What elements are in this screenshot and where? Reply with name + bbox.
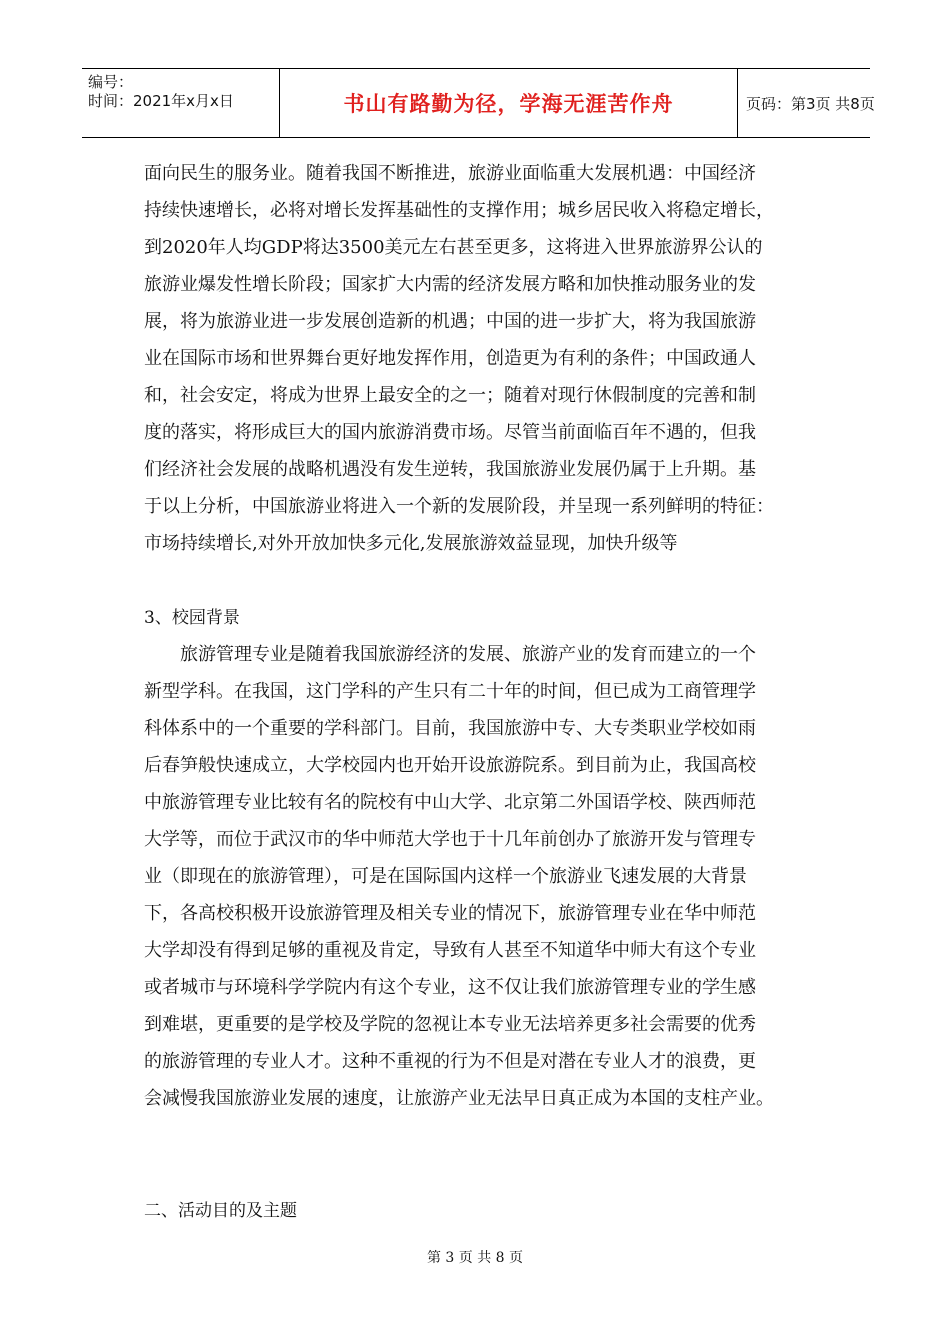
paragraph-campus-background [144, 636, 824, 1117]
text-line: 和，社会安定，将成为世界上最安全的之一；随着对现行休假制度的完善和制 [144, 385, 756, 406]
text-line: 大学却没有得到足够的重视及肯定，导致有人甚至不知道华中师大有这个专业 [144, 940, 756, 961]
section-heading-activity-purpose: 二、活动目的及主题 [144, 1201, 297, 1221]
text-line: 展，将为旅游业进一步发展创造新的机遇；中国的进一步扩大，将为我国旅游 [144, 311, 756, 332]
text-line: 的旅游管理的专业人才。这种不重视的行为不但是对潜在专业人才的浪费，更 [144, 1051, 756, 1072]
text-line: 旅游管理专业是随着我国旅游经济的发展、旅游产业的发育而建立的一个 [144, 644, 756, 665]
text-line: 大学等，而位于武汉市的华中师范大学也于十几年前创办了旅游开发与管理专 [144, 829, 756, 850]
text-line: 下，各高校积极开设旅游管理及相关专业的情况下，旅游管理专业在华中师范 [144, 903, 756, 924]
text-line: 市场持续增长,对外开放加快多元化,发展旅游效益显现，加快升级等 [144, 533, 678, 554]
header-motto-cell [280, 69, 738, 137]
text-line: 中旅游管理专业比较有名的院校有中山大学、北京第二外国语学校、陕西师范 [144, 792, 756, 813]
number-label: 编号： [88, 73, 134, 91]
text-line: 或者城市与环境科学学院内有这个专业，这不仅让我们旅游管理专业的学生感 [144, 977, 756, 998]
section-heading-campus-background: 3、校园背景 [144, 608, 240, 628]
text-line: 们经济社会发展的战略机遇没有发生逆转，我国旅游业发展仍属于上升期。基 [144, 459, 756, 480]
text-line: 于以上分析，中国旅游业将进入一个新的发展阶段，并呈现一系列鲜明的特征： [144, 496, 774, 517]
header-meta [82, 69, 280, 137]
text-line: 科体系中的一个重要的学科部门。目前，我国旅游中专、大专类职业学校如雨 [144, 718, 756, 739]
time-label: 时间：2021年x月x日 [88, 92, 234, 110]
text-line: 后春笋般快速成立，大学校园内也开始开设旅游院系。到目前为止，我国高校 [144, 755, 756, 776]
paragraph-development-outlook [144, 155, 824, 562]
header-motto: 书山有路勤为径，学海无涯苦作舟 [343, 92, 674, 116]
text-line: 业（即现在的旅游管理），可是在国际国内这样一个旅游业飞速发展的大背景 [144, 866, 747, 887]
text-line: 持续快速增长，必将对增长发挥基础性的支撑作用；城乡居民收入将稳定增长， [144, 200, 774, 221]
text-line: 面向民生的服务业。随着我国不断推进，旅游业面临重大发展机遇：中国经济 [144, 163, 756, 184]
text-line: 旅游业爆发性增长阶段；国家扩大内需的经济发展方略和加快推动服务业的发 [144, 274, 756, 295]
text-line: 到难堪，更重要的是学校及学院的忽视让本专业无法培养更多社会需要的优秀 [144, 1014, 756, 1035]
header-page-info: 页码：第3页 共8页 [746, 94, 875, 113]
text-line: 到2020年人均GDP将达3500美元左右甚至更多，这将进入世界旅游界公认的 [144, 237, 763, 258]
text-line: 会减慢我国旅游业发展的速度，让旅游产业无法早日真正成为本国的支柱产业。 [144, 1088, 774, 1109]
page-footer: 第 3 页 共 8 页 [426, 1250, 524, 1266]
text-line: 度的落实，将形成巨大的国内旅游消费市场。尽管当前面临百年不遇的，但我 [144, 422, 756, 443]
page-header [82, 68, 875, 138]
text-line: 新型学科。在我国，这门学科的产生只有二十年的时间，但已成为工商管理学 [144, 681, 756, 702]
text-line: 业在国际市场和世界舞台更好地发挥作用，创造更为有利的条件；中国政通人 [144, 348, 756, 369]
